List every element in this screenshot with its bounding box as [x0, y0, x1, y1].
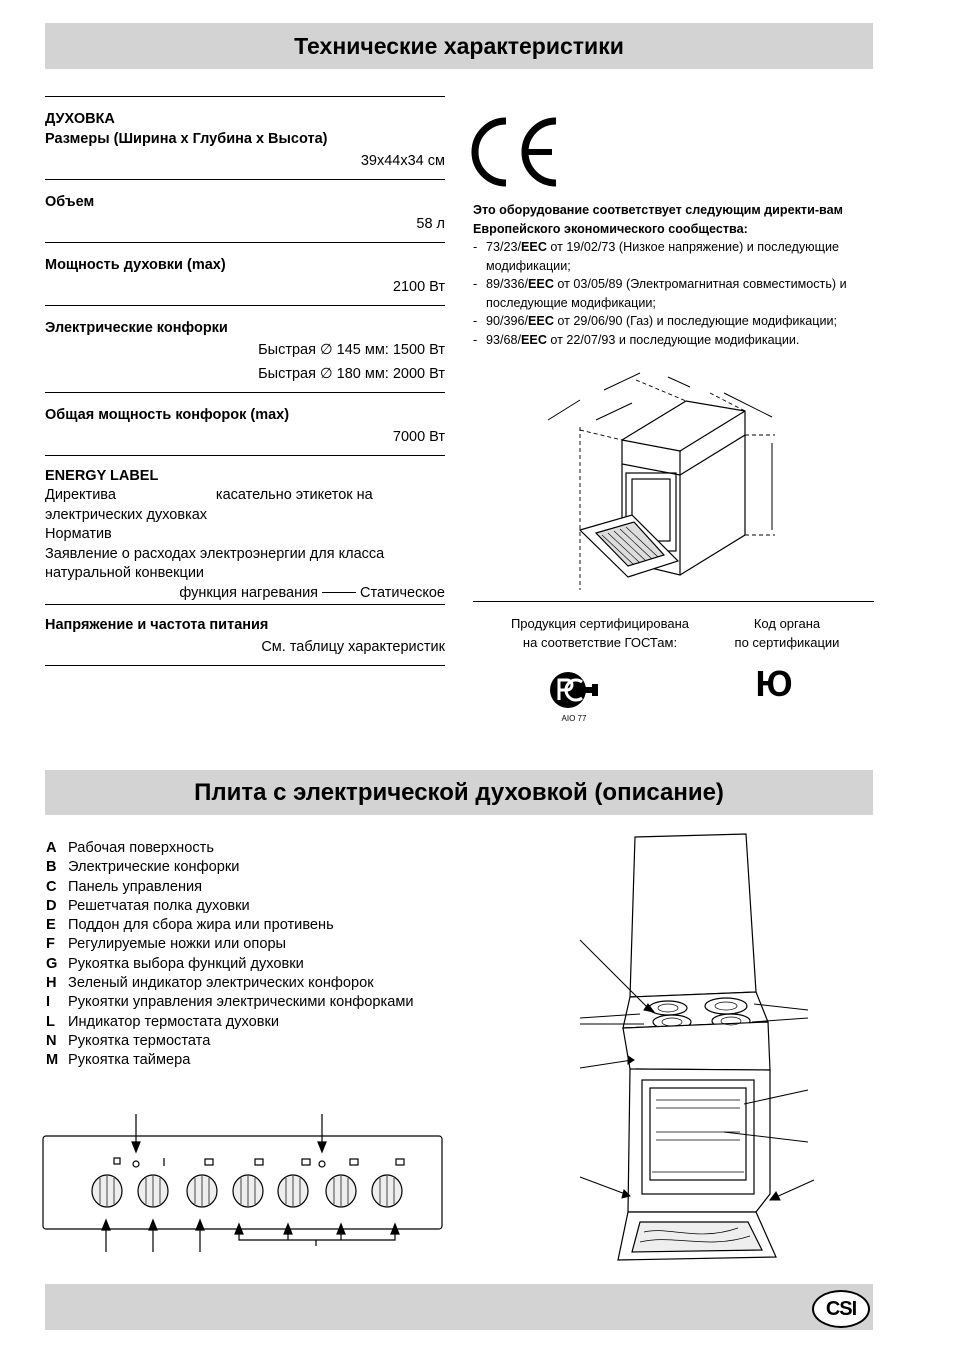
- spec-oven: ДУХОВКА Размеры (Ширина x Глубина x Высота) 39x44x34 см: [45, 97, 445, 180]
- list-item: I Рукоятки управления электрическими конфорками: [46, 994, 414, 1011]
- gost-mark-code: AIO 77: [561, 714, 587, 723]
- list-item: H Зеленый индикатор электрических конфорок: [46, 975, 374, 992]
- compliance-heading: Это оборудование соответствует следующим директи-вам Европейского экономического сообщества:: [473, 203, 843, 236]
- gost-cert-text: Продукция сертифицирована на соответствие ГОСТам:: [510, 616, 690, 650]
- list-item: E Поддон для сбора жира или противень: [46, 917, 334, 934]
- list-item: B Электрические конфорки: [46, 859, 240, 876]
- cert-body-text: Код органа по сертификации: [734, 616, 840, 650]
- oven-dimensions-illustration: [540, 365, 790, 590]
- list-item: F Регулируемые ножки или опоры: [46, 936, 287, 953]
- spec-dimensions-value: 39x44x34 см: [360, 153, 445, 169]
- list-item: D Решетчатая полка духовки: [46, 897, 250, 914]
- compliance-block: [473, 201, 875, 349]
- list-item: C Панель управления: [46, 878, 203, 895]
- list-item: G Рукоятка выбора функций духовки: [46, 955, 304, 972]
- cooker-illustration: [578, 832, 818, 1272]
- compliance-item: - 93/68/EEC от 22/07/93 и последующие модификации.: [473, 331, 875, 350]
- compliance-item: - 90/396/EEC от 29/06/90 (Газ) и последующие модификации;: [473, 312, 875, 331]
- gost-mark-icon: [546, 668, 604, 718]
- cert-body-letter: Ю: [755, 663, 793, 704]
- list-item: M Рукоятка таймера: [46, 1052, 191, 1069]
- specs-table: [45, 96, 445, 666]
- spec-volume: Объем 58 л: [45, 180, 445, 243]
- compliance-item: - 89/336/EEC от 03/05/89 (Электромагнитная совместимость) и последующие модификации;: [473, 275, 875, 312]
- ce-mark-icon: [470, 115, 562, 189]
- parts-list: [46, 839, 414, 1071]
- footer-band: [45, 1284, 873, 1330]
- list-item: A Рабочая поверхность: [46, 840, 214, 856]
- spec-total-power: Общая мощность конфорок (max) 7000 Вт: [45, 393, 445, 456]
- spec-power: Мощность духовки (max) 2100 Вт: [45, 243, 445, 306]
- spec-voltage: Напряжение и частота питания См. таблицу характеристик: [45, 605, 445, 666]
- compliance-item: - 73/23/EEC от 19/02/73 (Низкое напряжение) и последующие модификации;: [473, 238, 875, 275]
- spec-energy-label: ENERGY LABEL Директива касательно этикеток на электрических духовках Норматив Заявление о расходах электроэнергии для класса натуральной конвекции функция нагревания Статическое: [45, 456, 445, 605]
- description-band: [45, 770, 873, 815]
- description-title: Плита с электрической духовкой (описание): [194, 779, 724, 806]
- header-band: [45, 23, 873, 69]
- list-item: N Рукоятка термостата: [46, 1032, 211, 1049]
- page-title: Технические характеристики: [294, 33, 624, 59]
- csi-badge: CSI: [812, 1290, 870, 1328]
- spec-burners: Электрические конфорки Быстрая ∅ 145 мм: 1500 Вт Быстрая ∅ 180 мм: 2000 Вт: [45, 306, 445, 393]
- list-item: L Индикатор термостата духовки: [46, 1013, 280, 1030]
- control-panel-illustration: [40, 1112, 445, 1254]
